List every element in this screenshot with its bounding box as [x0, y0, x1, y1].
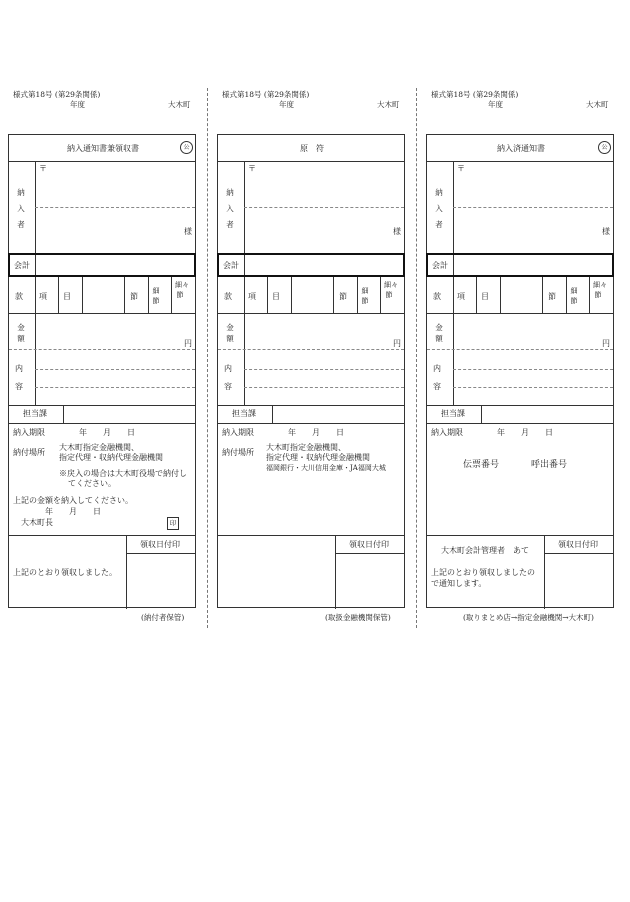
- slip-title: 原 符: [300, 144, 324, 153]
- account-label: 会計: [432, 261, 448, 270]
- cut-line-2: [416, 88, 417, 628]
- saisetsu-label: 細節: [570, 287, 578, 305]
- moku-label: 目: [272, 292, 280, 301]
- addressee-label: 大木町会計管理者 あて: [441, 546, 529, 555]
- payer-label: 納入者: [435, 188, 443, 229]
- setsu-label: 節: [548, 292, 556, 301]
- slip-footer: (取扱金融機関保管): [325, 613, 391, 622]
- cut-line-1: [207, 88, 208, 628]
- slip-footer: (納付者保管): [141, 613, 185, 622]
- moku-label: 目: [481, 292, 489, 301]
- fiscal-year-label: 年度: [279, 100, 294, 109]
- account-label: 会計: [223, 261, 239, 270]
- due-date-value: 年 月 日: [288, 428, 344, 437]
- account-box: [8, 253, 196, 277]
- content-label-1: 内: [224, 364, 232, 373]
- department-label: 担当課: [441, 409, 465, 418]
- due-date-label: 納入期限: [222, 428, 254, 437]
- content-label-1: 内: [15, 364, 23, 373]
- yen-unit: 円: [602, 339, 610, 348]
- account-box: [217, 253, 405, 277]
- fiscal-year-label: 年度: [488, 100, 503, 109]
- postal-mark: 〒: [39, 164, 47, 173]
- content-label-2: 容: [15, 382, 23, 391]
- payment-place-line2: 指定代理・収納代理金融機関: [59, 453, 163, 462]
- content-label-2: 容: [433, 382, 441, 391]
- call-number-label: 呼出番号: [531, 460, 568, 470]
- saisaisetsu-label: 細々節: [384, 281, 398, 299]
- kou-label: 項: [248, 292, 256, 301]
- due-date-value: 年 月 日: [497, 428, 553, 437]
- payer-label: 納入者: [17, 188, 25, 229]
- mayor-label: 大木町長: [21, 518, 53, 527]
- saisetsu-label: 細節: [361, 287, 369, 305]
- kou-label: 項: [457, 292, 465, 301]
- receipt-stamp-header: 領収日付印: [349, 540, 389, 549]
- fiscal-year-label: 年度: [70, 100, 85, 109]
- saisetsu-label: 細節: [152, 287, 160, 305]
- slip-paid-notice: [426, 134, 614, 608]
- notice-line2: で通知します。: [431, 579, 487, 588]
- form-number: 様式第18号 (第29条関係): [222, 90, 310, 99]
- saisaisetsu-label: 細々節: [593, 281, 607, 299]
- honorific: 様: [393, 227, 401, 236]
- form-number: 様式第18号 (第29条関係): [13, 90, 101, 99]
- content-label-2: 容: [224, 382, 232, 391]
- payment-place-label: 納付場所: [222, 448, 254, 457]
- town-name: 大木町: [586, 100, 609, 109]
- setsu-label: 節: [339, 292, 347, 301]
- saisaisetsu-label: 細々節: [175, 281, 189, 299]
- amount-label: 金額: [226, 323, 234, 343]
- account-box: [426, 253, 614, 277]
- postal-mark: 〒: [248, 164, 256, 173]
- kou-label: 項: [39, 292, 47, 301]
- slip-payment-notice-receipt: [8, 134, 196, 608]
- yen-unit: 円: [393, 339, 401, 348]
- payment-place-line1: 大木町指定金融機関、: [266, 443, 346, 452]
- department-label: 担当課: [232, 409, 256, 418]
- kan-label: 款: [433, 292, 441, 301]
- slip-title: 納入済通知書: [497, 144, 545, 153]
- payment-place-line3: 福岡銀行・大川信用金庫・JA福岡大城: [266, 464, 386, 472]
- payment-place-label: 納付場所: [13, 448, 45, 457]
- slip-footer: (取りまとめ店→指定金融機関→大木町): [463, 613, 594, 622]
- kan-label: 款: [224, 292, 232, 301]
- payer-label: 納入者: [226, 188, 234, 229]
- voucher-number-label: 伝票番号: [463, 460, 500, 470]
- moku-label: 目: [63, 292, 71, 301]
- amount-label: 金額: [435, 323, 443, 343]
- amount-label: 金額: [17, 323, 25, 343]
- receipt-statement: 上記のとおり領収しました。: [13, 568, 117, 577]
- town-name: 大木町: [377, 100, 400, 109]
- town-name: 大木町: [168, 100, 191, 109]
- request-date: 年 月 日: [45, 507, 101, 516]
- payment-place-line2: 指定代理・収納代理金融機関: [266, 453, 370, 462]
- slip-title: 納入通知書兼領収書: [67, 144, 139, 153]
- request-text: 上記の金額を納入してください。: [13, 496, 133, 505]
- postal-mark: 〒: [457, 164, 465, 173]
- due-date-label: 納入期限: [13, 428, 45, 437]
- public-mark-icon: 公: [180, 141, 193, 154]
- kan-label: 款: [15, 292, 23, 301]
- seal-icon: 印: [167, 517, 179, 530]
- receipt-stamp-header: 領収日付印: [558, 540, 598, 549]
- account-label: 会計: [14, 261, 30, 270]
- receipt-stamp-header: 領収日付印: [140, 540, 180, 549]
- public-mark-icon: 公: [598, 141, 611, 154]
- department-label: 担当課: [23, 409, 47, 418]
- notice-line1: 上記のとおり領収しましたの: [431, 568, 535, 577]
- payment-place-line1: 大木町指定金融機関、: [59, 443, 139, 452]
- refund-note-line2: てください。: [68, 479, 116, 488]
- honorific: 様: [184, 227, 192, 236]
- honorific: 様: [602, 227, 610, 236]
- content-label-1: 内: [433, 364, 441, 373]
- setsu-label: 節: [130, 292, 138, 301]
- yen-unit: 円: [184, 339, 192, 348]
- slip-counterfoil: [217, 134, 405, 608]
- refund-note-line1: ※戻入の場合は大木町役場で納付し: [59, 469, 187, 478]
- due-date-value: 年 月 日: [79, 428, 135, 437]
- due-date-label: 納入期限: [431, 428, 463, 437]
- form-number: 様式第18号 (第29条関係): [431, 90, 519, 99]
